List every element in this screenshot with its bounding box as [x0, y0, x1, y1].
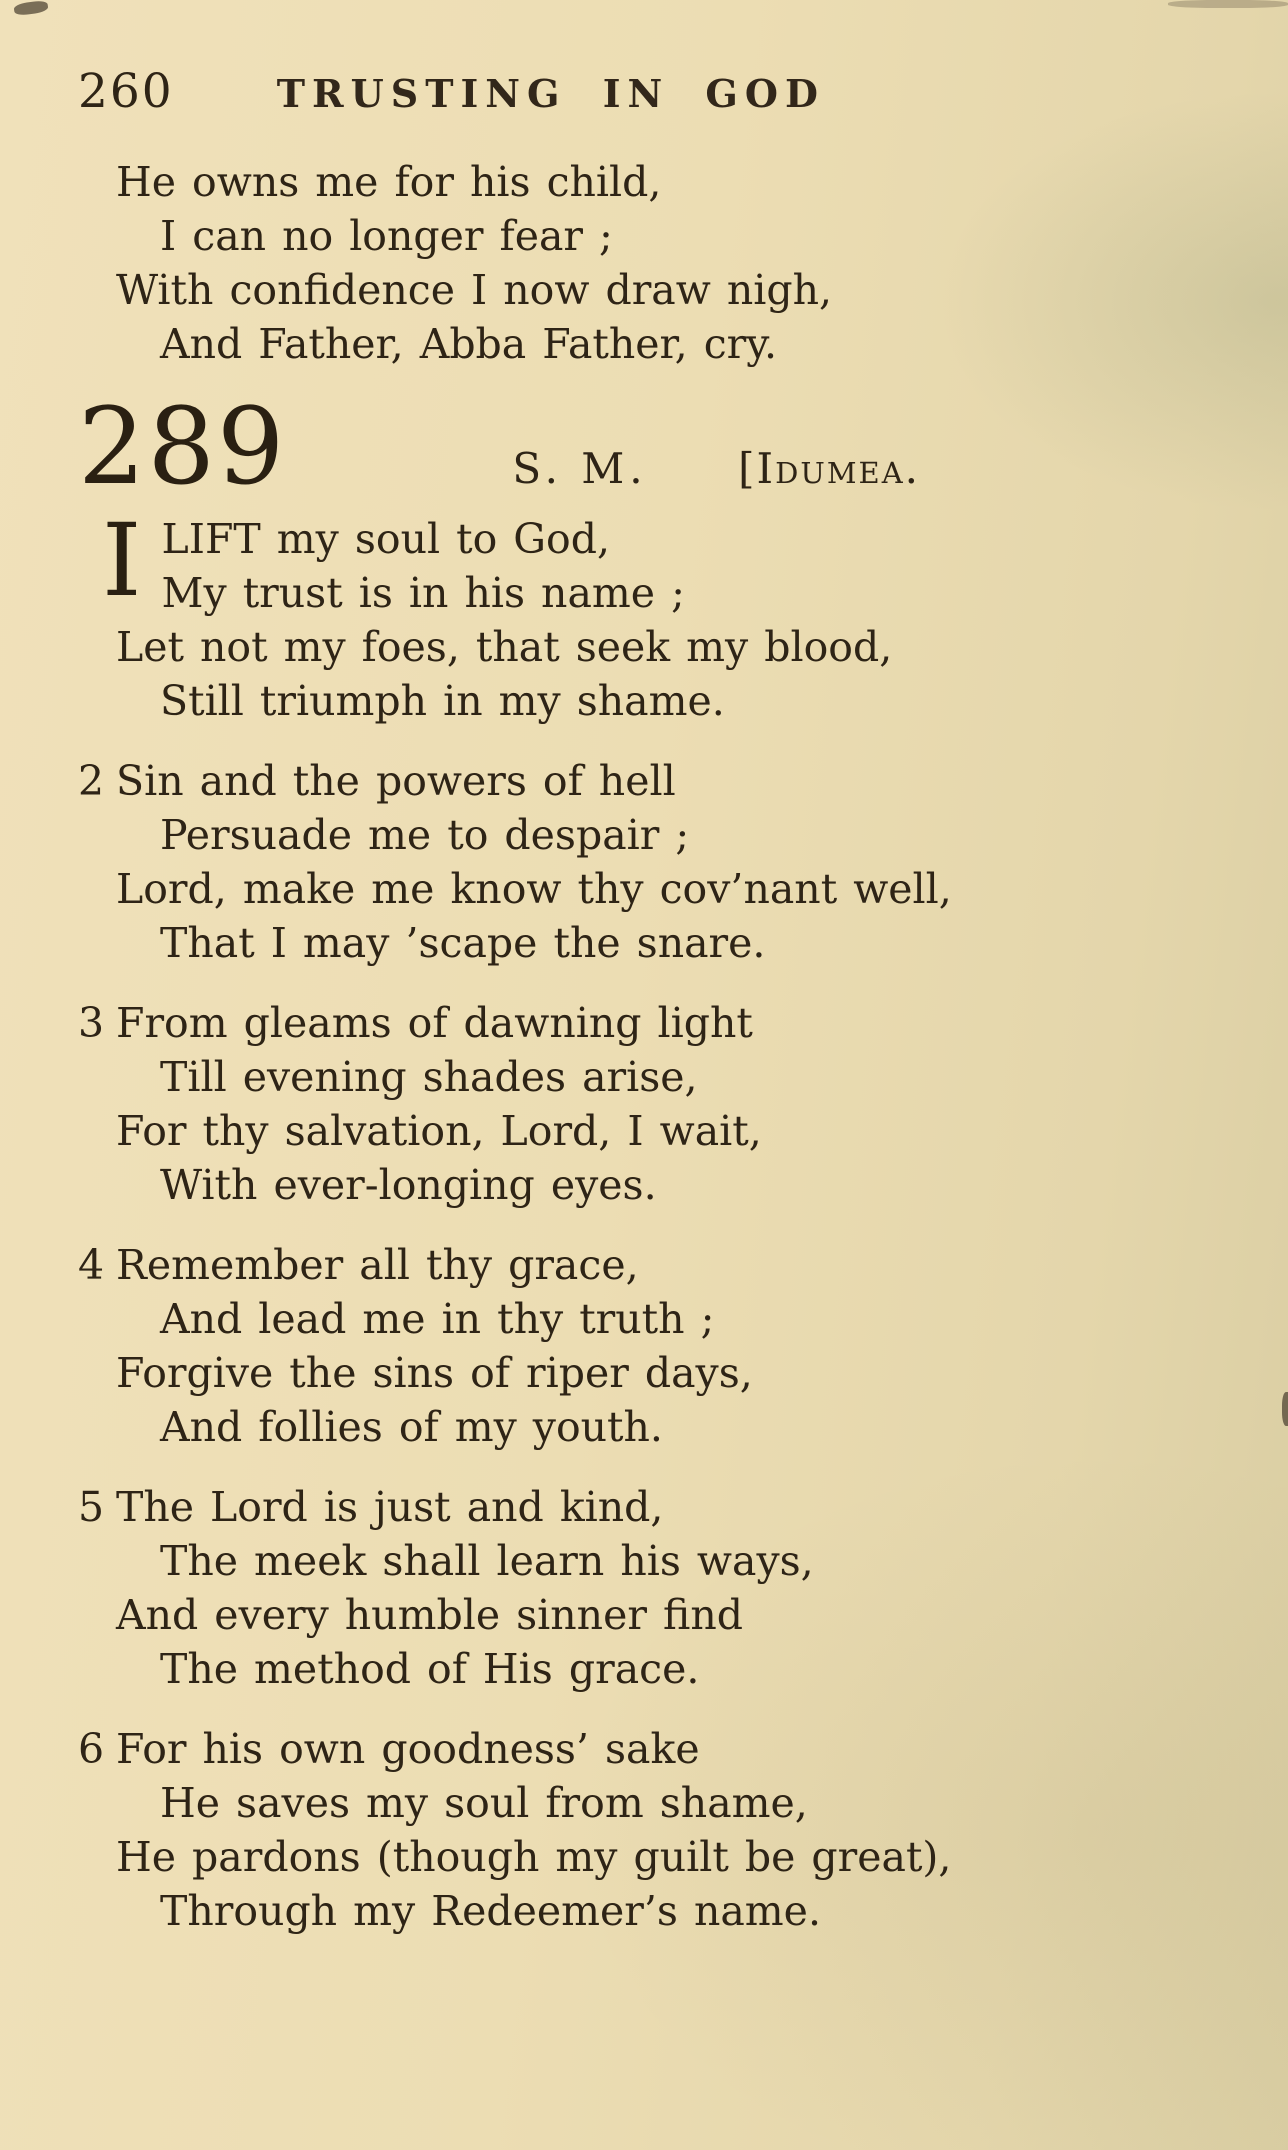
- stanza-6: [78, 1722, 952, 1938]
- hymn-line: That I may ’scape the snare.: [160, 918, 766, 967]
- hymn-meter: S. M.: [512, 444, 648, 493]
- scan-artifact: [1282, 1392, 1288, 1426]
- hymn-line: My trust is in his name ;: [161, 568, 685, 617]
- page-number: 260: [78, 64, 174, 119]
- hymn-line: Still triumph in my shame.: [160, 676, 725, 725]
- stanza-number: 5: [78, 1482, 105, 1531]
- hymn-line-text: For his own goodness’ sake: [116, 1724, 700, 1773]
- previous-hymn-continuation: [78, 155, 928, 371]
- hymn-line: [78, 996, 928, 1050]
- hymn-line: He owns me for his child,: [116, 158, 662, 206]
- hymn-line: [78, 1722, 928, 1776]
- hymn-line: He saves my soul from shame,: [160, 1778, 808, 1827]
- running-title: TRUSTING IN GOD: [276, 71, 825, 116]
- hymn-line: LIFT my soul to God,: [161, 514, 611, 563]
- hymn-line: And Father, Abba Father, cry.: [160, 320, 778, 368]
- stanza-5: [78, 1480, 928, 1696]
- hymn-line: For thy salvation, Lord, I wait,: [116, 1106, 762, 1155]
- dropcap-row: [102, 501, 928, 620]
- stanza-2: [78, 754, 952, 970]
- scan-artifact: [13, 0, 48, 16]
- hymn-line: Persuade me to despair ;: [160, 810, 690, 859]
- hymn-line: [78, 1480, 928, 1534]
- hymn-tune-name: [Idumea.: [738, 444, 920, 493]
- hymn-line-text: Sin and the powers of hell: [116, 756, 676, 805]
- hymn-line: Forgive the sins of riper days,: [116, 1348, 753, 1397]
- hymn-line: With ever-longing eyes.: [160, 1160, 657, 1209]
- hymn-heading: [78, 385, 928, 508]
- page-content: [78, 64, 952, 1938]
- page-header: [78, 64, 928, 119]
- hymn-line: And lead me in thy truth ;: [160, 1294, 715, 1343]
- drop-cap: I: [102, 501, 142, 619]
- stanza-number: 4: [78, 1240, 105, 1289]
- stanza-4: [78, 1238, 928, 1454]
- hymn-line: [78, 1238, 928, 1292]
- hymn-line-text: The Lord is just and kind,: [116, 1482, 664, 1531]
- stanza-number: 3: [78, 998, 105, 1047]
- stanza-number: 6: [78, 1724, 105, 1773]
- stanza-number: 2: [78, 756, 105, 805]
- hymn-line: He pardons (though my guilt be great),: [116, 1832, 952, 1881]
- hymn-line-text: From gleams of dawning light: [116, 998, 753, 1047]
- hymn-line: [78, 754, 928, 808]
- hymn-line: The meek shall learn his ways,: [160, 1536, 814, 1585]
- hymn-line: The method of His grace.: [160, 1644, 700, 1693]
- scan-artifact: [1168, 0, 1288, 8]
- hymn-line: Till evening shades arise,: [160, 1052, 698, 1101]
- stanza-3: [78, 996, 928, 1212]
- hymn-line: Through my Redeemer’s name.: [160, 1886, 821, 1935]
- hymn-line: And follies of my youth.: [160, 1402, 663, 1451]
- dropcap-lines: [162, 512, 685, 620]
- hymn-line: I can no longer fear ;: [160, 212, 613, 260]
- hymn-line: And every humble sinner find: [116, 1590, 743, 1639]
- hymn-line: Let not my foes, that seek my blood,: [116, 622, 893, 671]
- hymn-line: With confidence I now draw nigh,: [116, 266, 833, 314]
- hymn-line: Lord, make me know thy cov’nant well,: [116, 864, 952, 913]
- hymn-number: 289: [78, 385, 287, 508]
- stanza-1: [78, 501, 928, 728]
- hymn-line-text: Remember all thy grace,: [116, 1240, 639, 1289]
